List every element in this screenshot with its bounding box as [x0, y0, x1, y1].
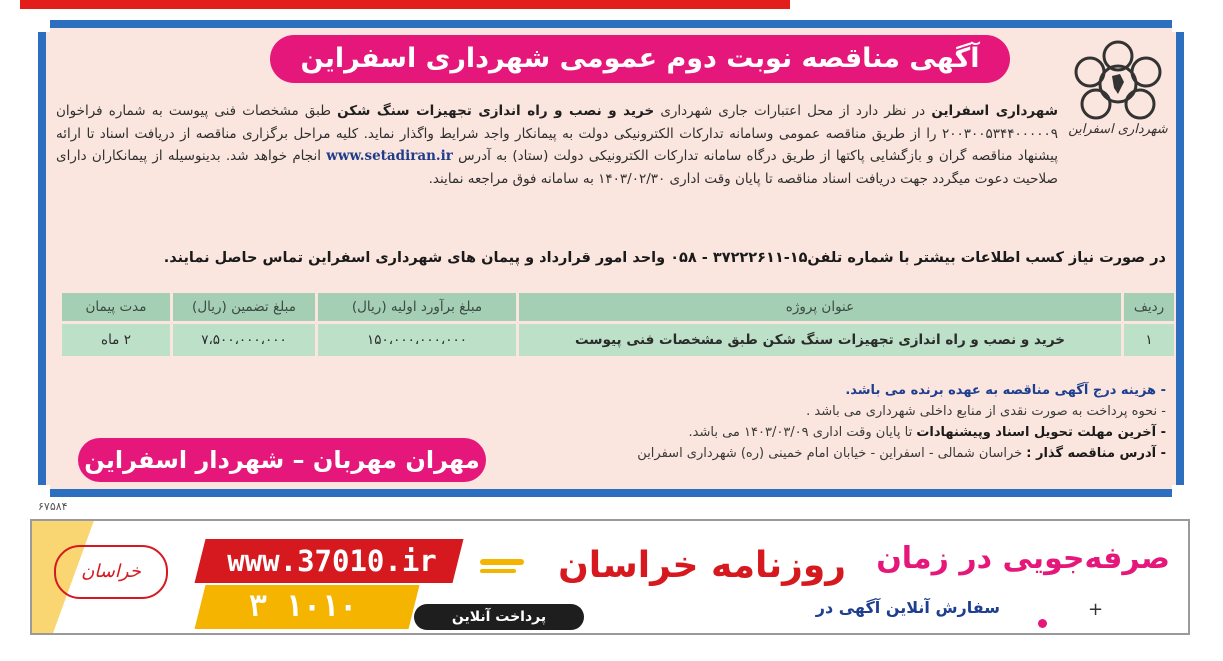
ad-website-link[interactable]: www.37010.ir — [227, 544, 437, 578]
paragraph-text: در نظر دارد از محل اعتبارات جاری شهرداری — [654, 103, 932, 119]
table-row — [62, 324, 1174, 356]
guarantee-amount: ۷،۵۰۰،۰۰۰،۰۰۰ — [173, 324, 315, 356]
tender-subject: خرید و نصب و راه اندازی تجهیزات سنگ شکن — [337, 103, 655, 119]
tender-notice — [38, 20, 1184, 497]
deadline-text: تا پایان وقت اداری ۱۴۰۳/۰۳/۰۹ می باشد. — [688, 425, 917, 440]
col-row-number: ردیف — [1124, 293, 1174, 321]
khorasan-logo: خراسان — [54, 545, 168, 599]
col-duration: مدت پیمان — [62, 293, 170, 321]
logo-caption: شهرداری اسفراین — [1068, 122, 1168, 137]
col-estimate: مبلغ برآورد اولیه (ریال) — [318, 293, 516, 321]
ad-slogan: صرفه‌جویی در زمان — [876, 541, 1170, 576]
paragraph-text: طبق مشخصات فنی پیوست به شماره فراخوان ۲۰۰۳۰۰۵۳۴۴۰۰۰۰۰۹ را از طریق مناقصه عمومی وسامانه تدارکات الکترونیکی دولت به پیمانکار واجد شرایط واگذار نماید. کلیه مراحل برگزاری مناقصه از دریافت اسناد تا ارائه پیشنهاد مناقصه گران و بازگشایی پاکتها از طریق درگاه سامانه تدارکات الکترونیکی دولت (ستاد) به آدرس — [56, 103, 1058, 164]
contract-duration: ۲ ماه — [62, 324, 170, 356]
online-payment-badge[interactable]: پرداخت آنلاین — [414, 604, 584, 630]
estimate-amount: ۱۵۰،۰۰۰،۰۰۰،۰۰۰ — [318, 324, 516, 356]
municipality-name: شهرداری اسفراین — [931, 103, 1058, 119]
table-header-row — [62, 293, 1174, 321]
ad-subtitle: سفارش آنلاین آگهی در — [815, 598, 1000, 617]
condition-ad-cost: - هزینه درج آگهی مناقصه به عهده برنده می باشد. — [845, 383, 1166, 398]
frame-corner — [38, 485, 50, 497]
municipality-logo-icon — [1068, 36, 1168, 136]
address-label: - آدرس مناقصه گذار : — [1026, 446, 1166, 461]
paragraph-text: انجام خواهد شد. بدینوسیله از پیمانکاران دارای صلاحیت دعوت میگردد جهت دریافت اسناد مناقصه تا پایان وقت اداری ۱۴۰۳/۰۲/۳۰ به سامانه فوق مراجعه نمایند. — [56, 148, 1058, 187]
frame-corner — [1172, 485, 1184, 497]
dot-icon — [1038, 619, 1047, 628]
notice-paragraph — [56, 100, 1058, 190]
row-number: ۱ — [1124, 324, 1174, 356]
setad-website-link[interactable]: www.setadiran.ir — [326, 148, 453, 164]
col-guarantee: مبلغ تضمین (ریال) — [173, 293, 315, 321]
condition-address — [516, 443, 1166, 464]
condition-deadline — [516, 422, 1166, 443]
contact-info: در صورت نیاز کسب اطلاعات بیشتر با شماره تلفن۱۵-۳۷۲۲۲۶۱۱ - ۰۵۸ واحد امور قرارداد و پیمان های شهرداری اسفراین تماس حاصل نمایند. — [163, 250, 1166, 266]
col-project-title: عنوان پروژه — [519, 293, 1121, 321]
sms-number: ۳ ۱۰۱۰ — [248, 589, 358, 624]
plus-icon: + — [1088, 599, 1104, 620]
newspaper-name: روزنامه خراسان — [558, 545, 846, 586]
deadline-label: - آخرین مهلت تحویل اسناد وپیشنهادات — [916, 425, 1166, 440]
khorasan-ad-banner[interactable] — [30, 519, 1190, 635]
speed-lines-icon — [480, 559, 524, 565]
project-title: خرید و نصب و راه اندازی تجهیزات سنگ شکن طبق مشخصات فنی پیوست — [519, 324, 1121, 356]
notice-title: آگهی مناقصه نوبت دوم عمومی شهرداری اسفراین — [270, 35, 1010, 83]
notice-conditions — [516, 380, 1166, 464]
condition-payment: - نحوه پرداخت به صورت نقدی از منابع داخلی شهرداری می باشد . — [806, 404, 1166, 419]
top-red-bar — [20, 0, 790, 9]
frame-corner — [1172, 20, 1184, 32]
project-table — [59, 290, 1177, 359]
frame-corner — [38, 20, 50, 32]
speed-lines-icon — [480, 569, 516, 573]
notice-code: ۶۷۵۸۴ — [38, 500, 68, 513]
address-text: خراسان شمالی - اسفراین - خیابان امام خمینی (ره) شهرداری اسفراین — [637, 446, 1027, 461]
mayor-signature: مهران مهربان – شهردار اسفراین — [78, 438, 486, 482]
